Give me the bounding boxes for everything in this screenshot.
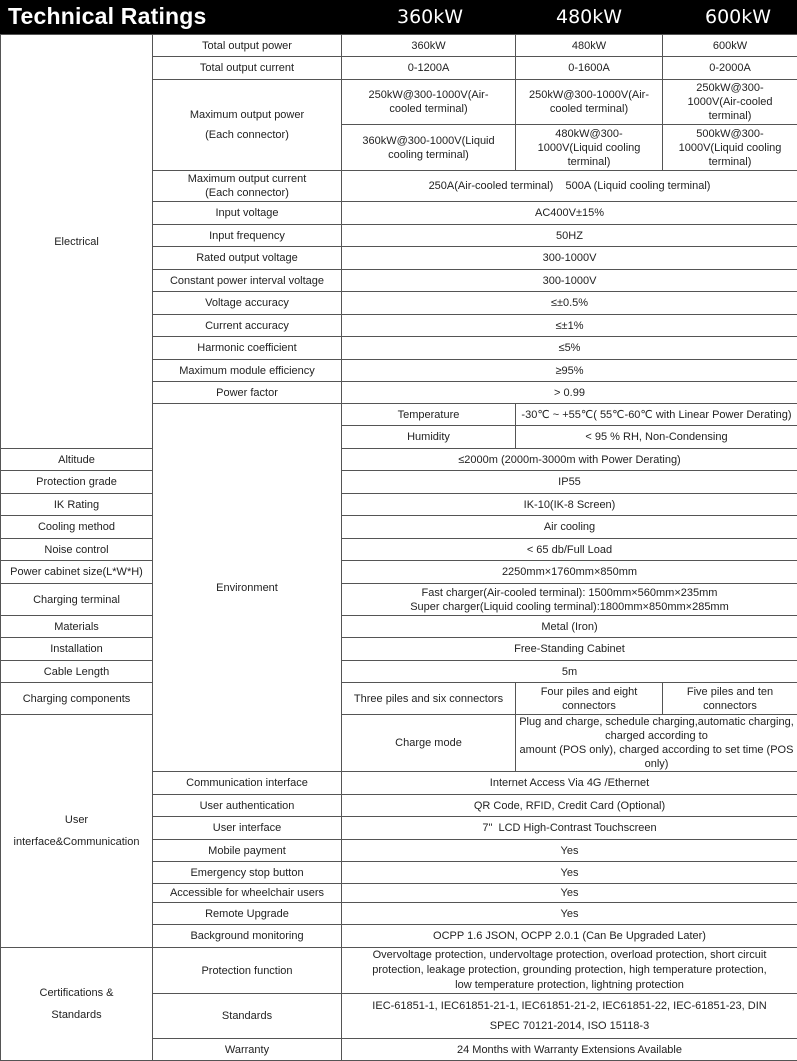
cell-value: Five piles and ten connectors xyxy=(663,683,797,715)
cell-value: Plug and charge, schedule charging,automatic charging, charged according to amount (POS only), charged according to set time (POS only) xyxy=(516,715,797,772)
row-label: Cooling method xyxy=(1,516,153,539)
table-row xyxy=(1,516,797,539)
row-label: Power cabinet size(L*W*H) xyxy=(1,561,153,584)
cell-value: 7" LCD High-Contrast Touchscreen xyxy=(342,817,797,840)
cell-value: 250kW@300- 1000V(Air-cooled terminal) xyxy=(663,80,797,125)
cell-value: 360kW xyxy=(342,35,516,57)
table-row xyxy=(1,584,797,616)
cell-value: Yes xyxy=(342,903,797,925)
cell-value: Overvoltage protection, undervoltage protection, overload protection, short circuit protection, leakage protection, grounding protection, high temperature protection, low temperature protection, lightning protection xyxy=(342,948,797,994)
cell-value: 300-1000V xyxy=(342,270,797,292)
table-row xyxy=(1,948,797,994)
row-label: Current accuracy xyxy=(153,315,342,337)
cell-value: Yes xyxy=(342,862,797,884)
table-row xyxy=(1,715,797,772)
row-label: Input voltage xyxy=(153,202,342,225)
row-label: Cable Length xyxy=(1,661,153,683)
column-header-480kw: 480kW xyxy=(556,6,622,28)
header-bar xyxy=(0,0,797,34)
cell-value: > 0.99 xyxy=(342,382,797,404)
cell-value: 0-2000A xyxy=(663,57,797,80)
row-label: Protection grade xyxy=(1,471,153,494)
row-label: Noise control xyxy=(1,539,153,561)
cell-value: Free-Standing Cabinet xyxy=(342,638,797,661)
category-electrical: Electrical xyxy=(1,35,153,449)
row-label: Remote Upgrade xyxy=(153,903,342,925)
table-row xyxy=(1,561,797,584)
row-label: Rated output voltage xyxy=(153,247,342,270)
cell-value: 24 Months with Warranty Extensions Available xyxy=(342,1039,797,1061)
cell-value: ≤±0.5% xyxy=(342,292,797,315)
table-row xyxy=(1,35,797,57)
cell-value: 600kW xyxy=(663,35,797,57)
row-label: Warranty xyxy=(153,1039,342,1061)
table-row xyxy=(1,661,797,683)
cell-value: IK-10(IK-8 Screen) xyxy=(342,494,797,516)
table-row xyxy=(1,616,797,638)
label-line: (Each connector) xyxy=(156,125,338,145)
column-header-600kw: 600kW xyxy=(705,6,771,28)
row-label: Harmonic coefficient xyxy=(153,337,342,360)
cell-value: ≤±1% xyxy=(342,315,797,337)
row-label: Input frequency xyxy=(153,225,342,247)
table-row xyxy=(1,449,797,471)
row-label: Humidity xyxy=(342,426,516,449)
label-line: Maximum output power xyxy=(156,105,338,125)
cell-value: ≤2000m (2000m-3000m with Power Derating) xyxy=(342,449,797,471)
row-label: Communication interface xyxy=(153,772,342,795)
row-label: Total output current xyxy=(153,57,342,80)
row-label: Mobile payment xyxy=(153,840,342,862)
cell-value: 360kW@300-1000V(Liquid cooling terminal) xyxy=(342,125,516,171)
row-label: Accessible for wheelchair users xyxy=(153,884,342,903)
cell-value: -30℃ ~ +55℃( 55℃-60℃ with Linear Power Derating) xyxy=(516,404,797,426)
cell-value: Air cooling xyxy=(342,516,797,539)
row-label: Protection function xyxy=(153,948,342,994)
category-user-interface-communication: User interface&Communication xyxy=(1,715,153,948)
cell-value: ≤5% xyxy=(342,337,797,360)
row-label: Charging components xyxy=(1,683,153,715)
row-label: User interface xyxy=(153,817,342,840)
table-row xyxy=(1,683,797,715)
row-label: User authentication xyxy=(153,795,342,817)
cell-value: 250kW@300-1000V(Air- cooled terminal) xyxy=(342,80,516,125)
row-label: Standards xyxy=(153,994,342,1039)
cell-value: ≥95% xyxy=(342,360,797,382)
table-row xyxy=(1,494,797,516)
cell-value: IP55 xyxy=(342,471,797,494)
row-label: Voltage accuracy xyxy=(153,292,342,315)
cell-value: 50HZ xyxy=(342,225,797,247)
page-title: Technical Ratings xyxy=(8,3,207,30)
row-label: IK Rating xyxy=(1,494,153,516)
row-label: Materials xyxy=(1,616,153,638)
row-label: Installation xyxy=(1,638,153,661)
cell-value: < 65 db/Full Load xyxy=(342,539,797,561)
cell-value: 500kW@300- 1000V(Liquid cooling terminal) xyxy=(663,125,797,171)
row-label: Charging terminal xyxy=(1,584,153,616)
row-label: Total output power xyxy=(153,35,342,57)
cell-value: AC400V±15% xyxy=(342,202,797,225)
column-header-360kw: 360kW xyxy=(397,6,463,28)
row-label: Temperature xyxy=(342,404,516,426)
row-label xyxy=(153,80,342,171)
cell-value: Internet Access Via 4G /Ethernet xyxy=(342,772,797,795)
cell-value: 300-1000V xyxy=(342,247,797,270)
cell-value: 480kW@300- 1000V(Liquid cooling terminal) xyxy=(516,125,663,171)
cell-value: 5m xyxy=(342,661,797,683)
cell-value: 250kW@300-1000V(Air- cooled terminal) xyxy=(516,80,663,125)
row-label: Altitude xyxy=(1,449,153,471)
table-row xyxy=(1,638,797,661)
table-row xyxy=(1,539,797,561)
category-environment: Environment xyxy=(153,404,342,772)
category-certifications-standards: Certifications & Standards xyxy=(1,948,153,1061)
row-label: Emergency stop button xyxy=(153,862,342,884)
cell-value: Three piles and six connectors xyxy=(342,683,516,715)
spec-table xyxy=(0,34,797,1061)
cell-value: 480kW xyxy=(516,35,663,57)
cell-value: Yes xyxy=(342,840,797,862)
cell-value: 250A(Air-cooled terminal) 500A (Liquid cooling terminal) xyxy=(342,171,797,202)
row-label: Power factor xyxy=(153,382,342,404)
row-label: Charge mode xyxy=(342,715,516,772)
cell-value: Yes xyxy=(342,884,797,903)
cell-value: 0-1600A xyxy=(516,57,663,80)
cell-value: Four piles and eight connectors xyxy=(516,683,663,715)
row-label: Constant power interval voltage xyxy=(153,270,342,292)
cell-value: OCPP 1.6 JSON, OCPP 2.0.1 (Can Be Upgraded Later) xyxy=(342,925,797,948)
table-row xyxy=(1,471,797,494)
cell-value: Metal (Iron) xyxy=(342,616,797,638)
row-label: Maximum output current (Each connector) xyxy=(153,171,342,202)
row-label: Background monitoring xyxy=(153,925,342,948)
cell-value: < 95 % RH, Non-Condensing xyxy=(516,426,797,449)
cell-value: 0-1200A xyxy=(342,57,516,80)
cell-value: IEC-61851-1, IEC61851-21-1, IEC61851-21-2, IEC61851-22, IEC-61851-23, DIN SPEC 70121-2014, ISO 15118-3 xyxy=(342,994,797,1039)
row-label: Maximum module efficiency xyxy=(153,360,342,382)
cell-value: Fast charger(Air-cooled terminal): 1500mm×560mm×235mm Super charger(Liquid cooling terminal):1800mm×850mm×285mm xyxy=(342,584,797,616)
cell-value: 2250mm×1760mm×850mm xyxy=(342,561,797,584)
cell-value: QR Code, RFID, Credit Card (Optional) xyxy=(342,795,797,817)
